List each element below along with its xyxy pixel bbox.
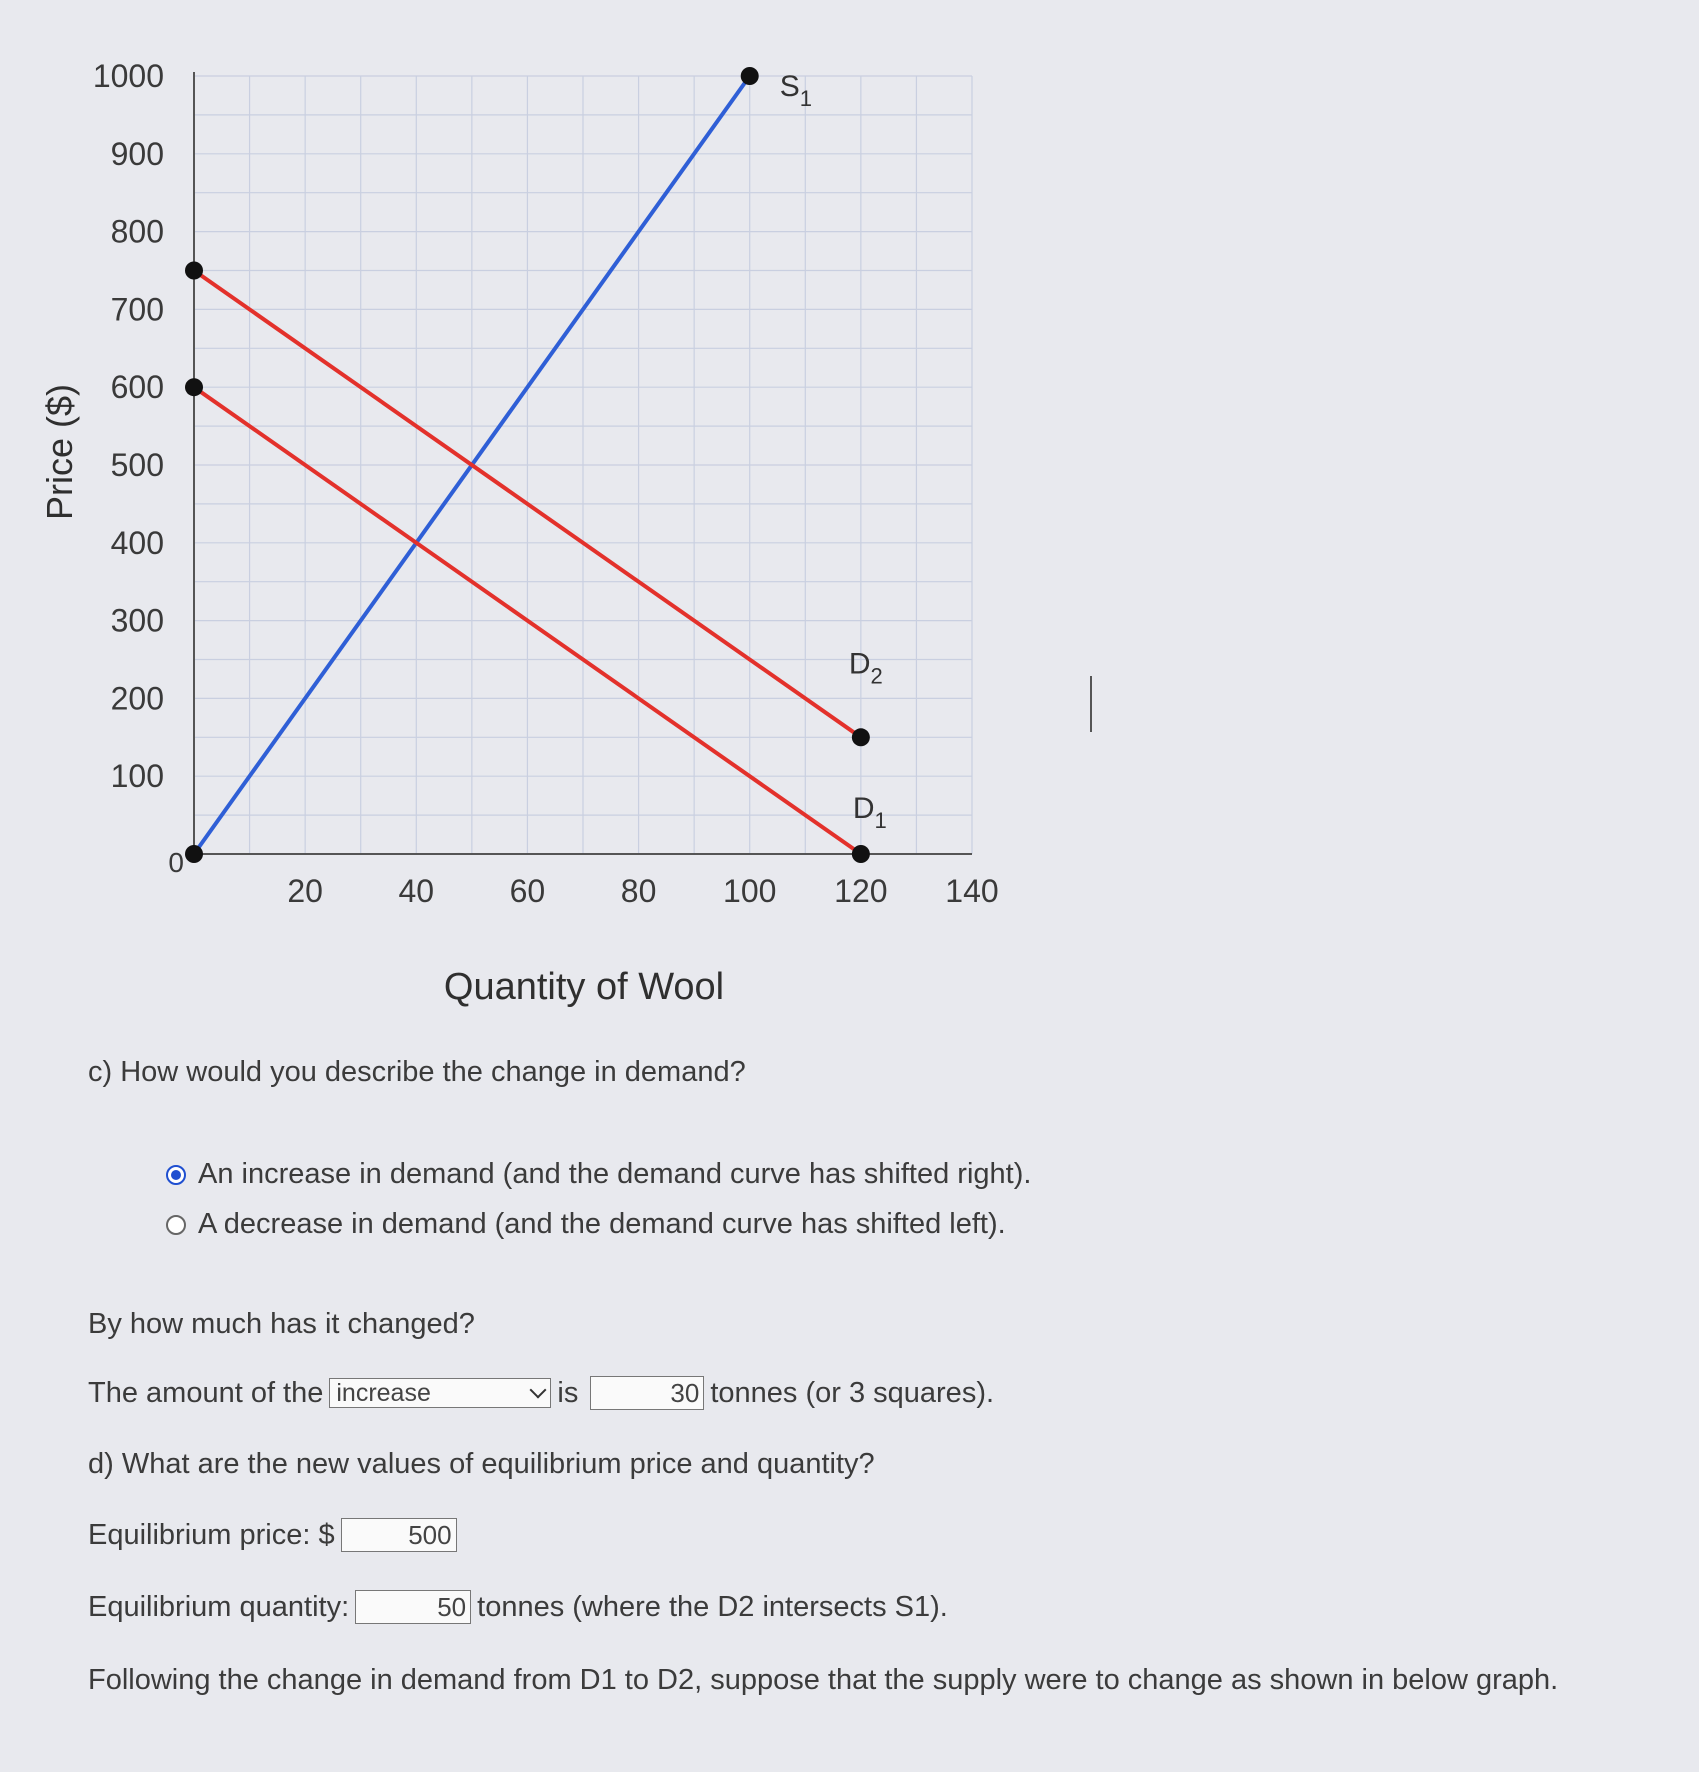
amount-row (88, 1376, 994, 1410)
option-increase[interactable] (166, 1158, 1031, 1191)
y-tick-label: 400 (110, 524, 164, 561)
quantity-suffix: tonnes (where the D2 intersects S1). (477, 1590, 948, 1623)
x-tick-label: 80 (620, 873, 657, 909)
series-label-d1: $D_1$ (852, 792, 887, 833)
chart-labels (39, 58, 999, 1008)
y-tick-label: 100 (110, 758, 164, 795)
x-tick-label: 40 (398, 873, 435, 909)
amount-is: is (557, 1376, 579, 1409)
price-input[interactable]: 500 (341, 1518, 457, 1552)
series-point-d1 (852, 845, 870, 863)
option-decrease-label: A decrease in demand (and the demand curve has shifted left). (198, 1208, 1006, 1240)
y-tick-label: 300 (110, 602, 164, 639)
y-tick-label: 900 (110, 135, 164, 172)
change-type-select[interactable] (329, 1378, 551, 1408)
y-tick-label: 800 (110, 213, 164, 250)
question-c-prompt: c) How would you describe the change in demand? (88, 1056, 746, 1088)
y-tick-label: 200 (110, 680, 164, 717)
x-axis-title: Quantity of Wool (443, 966, 725, 1008)
amount-prefix: The amount of the (88, 1376, 324, 1409)
series-point-d2 (852, 728, 870, 746)
by-how-much-label: By how much has it changed? (88, 1308, 475, 1340)
series-point-s1 (185, 845, 203, 863)
text-cursor (1090, 676, 1092, 732)
option-increase-label: An increase in demand (and the demand curve has shifted right). (198, 1158, 1032, 1190)
y-axis-title: Price ($) (39, 383, 80, 521)
chevron-down-icon (530, 1382, 547, 1399)
series-label-d2: $D_2$ (848, 647, 883, 689)
price-row (88, 1518, 463, 1552)
y-tick-label: 600 (110, 369, 164, 406)
series-point-d2 (185, 262, 203, 280)
x-tick-label: 60 (509, 873, 546, 909)
series-point-s1 (741, 67, 759, 85)
quantity-label: Equilibrium quantity: (88, 1590, 350, 1623)
x-tick-label: 120 (834, 873, 888, 909)
amount-suffix: tonnes (or 3 squares). (710, 1376, 995, 1409)
quantity-row (88, 1590, 948, 1624)
x-tick-label: 20 (287, 873, 323, 909)
quantity-input[interactable]: 50 (355, 1590, 471, 1624)
x-tick-label: 140 (945, 873, 999, 909)
price-label: Equilibrium price: $ (88, 1518, 335, 1551)
y-tick-label: 0 (168, 847, 184, 878)
y-tick-label: 500 (110, 447, 164, 483)
change-type-select-value: increase (336, 1378, 431, 1407)
radio-increase[interactable] (166, 1165, 186, 1185)
question-d-prompt: d) What are the new values of equilibrium price and quantity? (88, 1448, 875, 1480)
series-label-s1: $S_1$ (779, 70, 812, 111)
option-decrease[interactable] (166, 1208, 1006, 1241)
following-text: Following the change in demand from D1 to D2, suppose that the supply were to change as shown in below graph. (88, 1664, 1559, 1696)
y-tick-label: 700 (110, 291, 164, 328)
y-tick-label: 1000 (92, 58, 164, 94)
radio-decrease[interactable] (166, 1215, 186, 1235)
x-tick-label: 100 (723, 873, 777, 909)
amount-input[interactable]: 30 (590, 1376, 704, 1410)
series-point-d1 (185, 378, 203, 396)
